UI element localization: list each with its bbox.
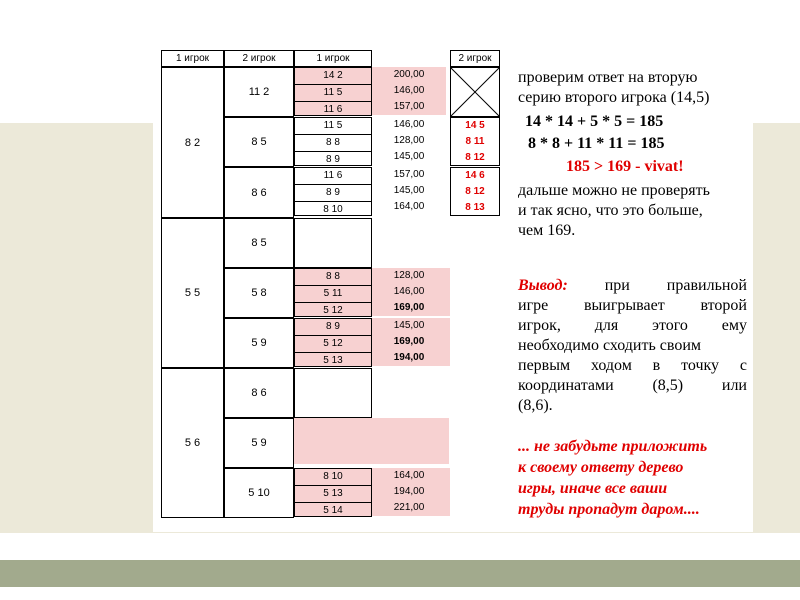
moves-box xyxy=(294,117,372,166)
move: 11 6 xyxy=(323,104,343,115)
word: игрок, xyxy=(518,317,561,334)
further-line-3: чем 169. xyxy=(518,222,576,239)
word: (8,5) xyxy=(652,377,684,394)
move: 14 2 xyxy=(295,68,371,85)
moves-box xyxy=(294,268,372,317)
value: 169,00 xyxy=(393,336,425,347)
value: 200,00 xyxy=(393,69,425,80)
conclusion-line: (8,6). xyxy=(518,397,553,414)
moves-box-empty xyxy=(294,368,372,418)
move: 8 9 xyxy=(295,185,371,202)
reply-move: 8 12 xyxy=(465,186,485,197)
move: 8 10 xyxy=(323,204,343,215)
value: 157,00 xyxy=(393,101,425,112)
word: этого xyxy=(652,317,688,334)
word: второй xyxy=(700,297,747,314)
word: выигрывает xyxy=(584,297,665,314)
word: ему xyxy=(721,317,747,334)
second-move-8-6: 8 6 xyxy=(224,167,294,218)
second-move-5-9: 5 9 xyxy=(224,418,294,468)
move: 5 12 xyxy=(323,305,343,316)
value: 146,00 xyxy=(393,85,425,96)
further-line-1: дальше можно не проверять xyxy=(518,182,710,199)
second-move-5-9: 5 9 xyxy=(224,318,294,368)
moves-box xyxy=(294,67,372,116)
values-column xyxy=(372,67,446,115)
word: координатами xyxy=(518,377,614,394)
move: 5 11 xyxy=(295,286,371,303)
second-move-5-8: 5 8 xyxy=(224,268,294,318)
value: 145,00 xyxy=(393,151,425,162)
moves-box xyxy=(294,468,372,517)
calc-line-1: 14 * 14 + 5 * 5 = 185 xyxy=(525,113,664,130)
calc-line-2: 8 * 8 + 11 * 11 = 185 xyxy=(528,135,665,152)
reminder-line-3: игры, иначе все ваши xyxy=(518,480,668,497)
value: 128,00 xyxy=(393,270,425,281)
value: 221,00 xyxy=(393,502,425,513)
word: при xyxy=(604,277,630,294)
slide-card xyxy=(153,44,753,532)
word: игре xyxy=(518,297,549,314)
move: 11 5 xyxy=(295,118,371,135)
move: 8 9 xyxy=(326,154,340,165)
compare-line: 185 > 169 - vivat! xyxy=(566,158,684,175)
first-move-5-5: 5 5 xyxy=(161,218,224,368)
moves-box xyxy=(294,167,372,216)
value: 194,00 xyxy=(393,352,425,363)
value: 164,00 xyxy=(393,201,425,212)
crossed-box-icon xyxy=(450,67,500,117)
conclusion-line xyxy=(518,356,747,376)
value: 169,00 xyxy=(393,302,425,313)
reply-move: 14 6 xyxy=(465,170,485,181)
value: 146,00 xyxy=(393,286,425,297)
value: 164,00 xyxy=(393,470,425,481)
move: 5 13 xyxy=(323,355,343,366)
conclusion xyxy=(518,276,747,416)
second-move-11-2: 11 2 xyxy=(224,67,294,117)
move: 8 10 xyxy=(295,469,371,486)
move: 11 5 xyxy=(295,85,371,102)
move: 8 8 xyxy=(295,269,371,286)
header-first-player: 1 игрок xyxy=(161,50,224,67)
value: 145,00 xyxy=(393,185,425,196)
word: правильной xyxy=(666,277,747,294)
check-text xyxy=(518,68,748,108)
reminder-line-4: труды пропадут даром.... xyxy=(518,501,700,518)
value: 194,00 xyxy=(393,486,425,497)
moves-box xyxy=(294,318,372,367)
conclusion-line xyxy=(518,276,747,296)
conclusion-line: необходимо сходить своим xyxy=(518,337,701,354)
check-line-2: серию второго игрока (14,5) xyxy=(518,89,710,106)
word: с xyxy=(739,357,747,374)
values-column xyxy=(372,167,446,215)
reply-move: 14 5 xyxy=(465,120,485,131)
conclusion-line xyxy=(518,316,747,336)
reminder xyxy=(518,436,750,520)
move: 8 8 xyxy=(295,135,371,152)
move: 11 6 xyxy=(295,168,371,185)
further-line-2: и так ясно, что это больше, xyxy=(518,202,703,219)
value: 145,00 xyxy=(393,320,425,331)
values-column xyxy=(372,318,446,366)
reply-move: 8 11 xyxy=(465,136,485,147)
word: или xyxy=(721,377,747,394)
header-first-player-b: 1 игрок xyxy=(294,50,372,67)
word: в xyxy=(652,357,661,374)
second-move-8-5: 8 5 xyxy=(224,117,294,167)
first-move-5-6: 5 6 xyxy=(161,368,224,518)
background-band-bottom xyxy=(0,560,800,587)
move: 5 14 xyxy=(323,505,343,516)
reply-move: 8 13 xyxy=(465,202,485,213)
reminder-line-2: к своему ответу дерево xyxy=(518,459,684,476)
header-second-player: 2 игрок xyxy=(224,50,294,67)
conclusion-line xyxy=(518,376,747,396)
reply-move: 8 12 xyxy=(465,152,485,163)
move: 8 9 xyxy=(295,319,371,336)
values-column xyxy=(372,117,446,165)
word: для xyxy=(594,317,619,334)
conclusion-label: Вывод: xyxy=(518,277,568,294)
further-text xyxy=(518,181,748,241)
move: 5 13 xyxy=(295,486,371,503)
reply-box-2 xyxy=(450,167,500,216)
moves-highlight-empty xyxy=(294,418,449,464)
values-column xyxy=(372,468,446,516)
header-second-player-right: 2 игрок xyxy=(450,50,500,67)
moves-box-empty xyxy=(294,218,372,268)
second-move-8-5: 8 5 xyxy=(224,218,294,268)
move: 5 12 xyxy=(295,336,371,353)
values-column xyxy=(372,268,446,316)
second-move-8-6: 8 6 xyxy=(224,368,294,418)
value: 146,00 xyxy=(393,119,425,130)
second-move-5-10: 5 10 xyxy=(224,468,294,518)
reply-box-1 xyxy=(450,117,500,166)
word: точку xyxy=(681,357,720,374)
value: 128,00 xyxy=(393,135,425,146)
value: 157,00 xyxy=(393,169,425,180)
word: ходом xyxy=(590,357,632,374)
conclusion-line xyxy=(518,296,747,316)
first-move-8-2: 8 2 xyxy=(161,67,224,218)
check-line-1: проверим ответ на вторую xyxy=(518,69,698,86)
reminder-line-1: ... не забудьте приложить xyxy=(518,438,708,455)
word: первым xyxy=(518,357,571,374)
